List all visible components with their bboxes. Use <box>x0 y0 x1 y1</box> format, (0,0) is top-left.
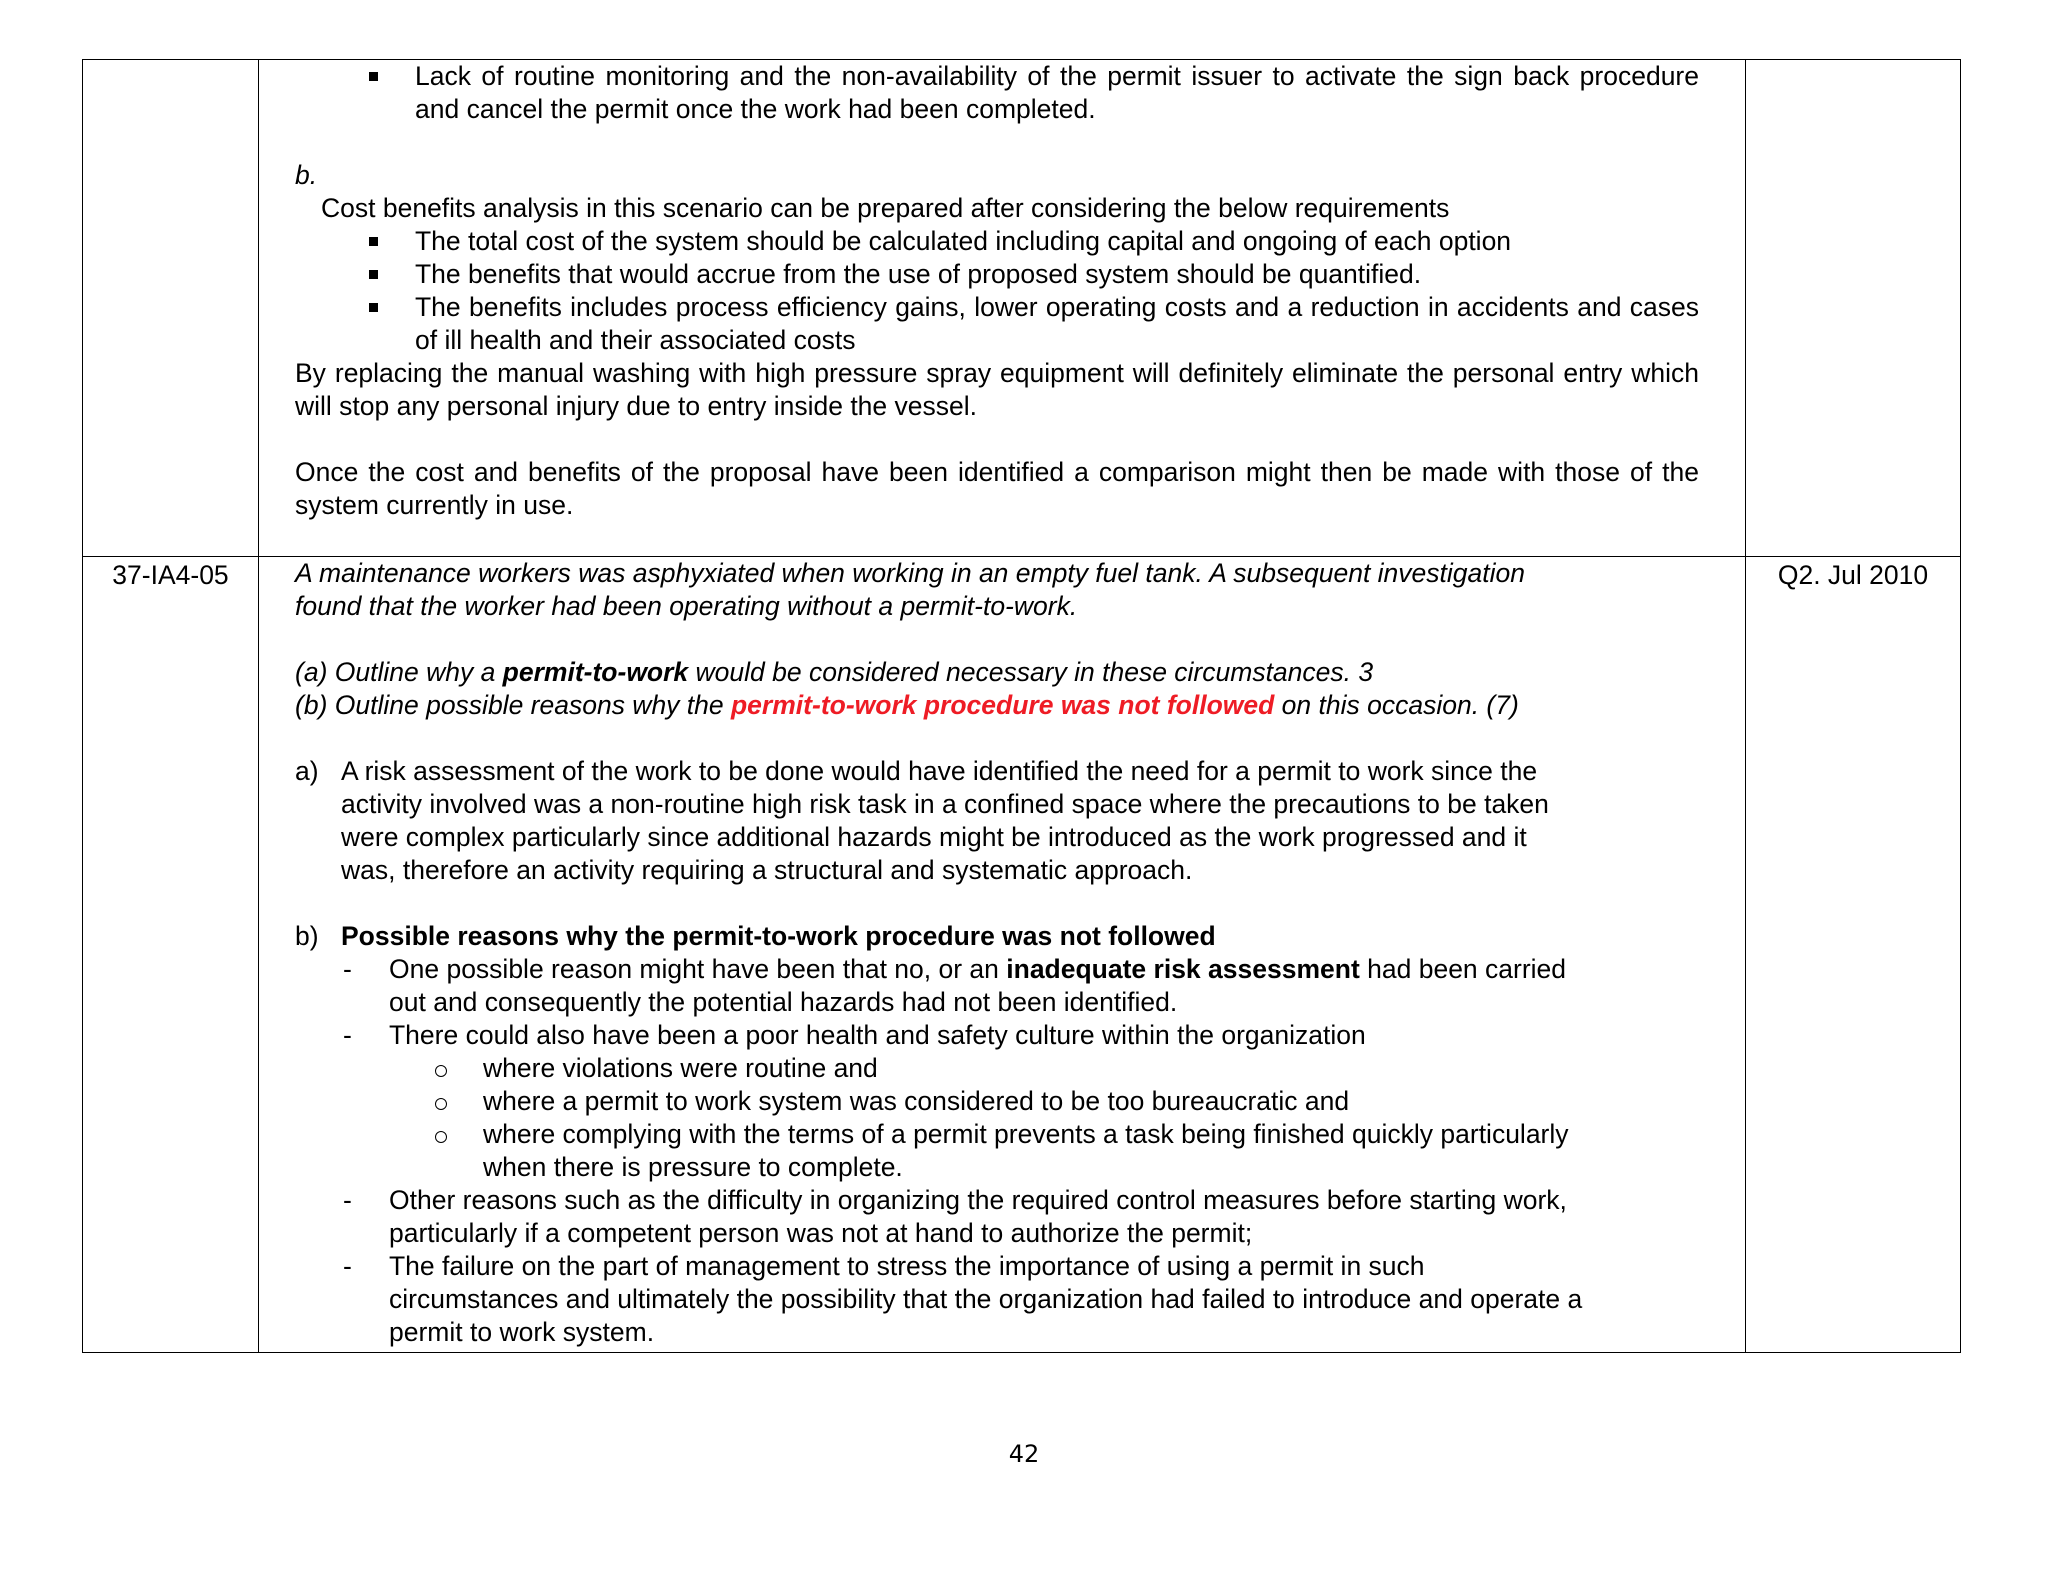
circle-bullet-icon <box>435 1131 447 1143</box>
cost-intro: Cost benefits analysis in this scenario can be prepared after considering the below requirements <box>321 193 1450 223</box>
answer-a <box>295 755 1699 887</box>
answer-cell <box>259 557 1746 1353</box>
list-item: where complying with the terms of a permit prevents a task being finished quickly particularly when there is pressure to complete. <box>295 1118 1699 1184</box>
list-item: where a permit to work system was considered to be too bureaucratic and <box>295 1085 1699 1118</box>
paragraph-replace: By replacing the manual washing with high pressure spray equipment will definitely eliminate the personal entry which will stop any personal injury due to entry inside the vessel. <box>295 358 1699 421</box>
paragraph-compare: Once the cost and benefits of the proposal have been identified a comparison might then be made with those of the system currently in use. <box>295 457 1699 520</box>
question-text-line: A maintenance workers was asphyxiated when working in an empty fuel tank. A subsequent investigation <box>295 558 1525 588</box>
list-item <box>295 291 1699 357</box>
answer-line: activity involved was a non-routine high risk task in a confined space where the precautions to be taken <box>341 789 1549 819</box>
page-number: 42 <box>1008 1440 1040 1468</box>
emphasis-bold: permit-to-work <box>502 657 689 687</box>
answer-label: a) <box>295 756 319 786</box>
answer-b <box>295 920 1699 953</box>
question-text-line: found that the worker had been operating without a permit-to-work. <box>295 591 1078 621</box>
table-row <box>83 60 1961 557</box>
list-item: - One possible reason might have been that no, or an inadequate risk assessment had been carried out and consequently the potential hazards had not been identified. <box>343 954 1567 1017</box>
bullet-text: The total cost of the system should be calculated including capital and ongoing of each option <box>415 226 1512 256</box>
question-id-cell: 37-IA4-05 <box>83 557 259 1353</box>
answer-cell <box>259 60 1746 557</box>
list-item <box>295 60 1699 126</box>
question-id-cell <box>83 60 259 557</box>
circle-bullet-icon <box>435 1065 447 1077</box>
list-item: - Other reasons such as the difficulty in organizing the required control measures before starting work, particularly if a competent person was not at hand to authorize the permit; <box>343 1185 1567 1248</box>
bullet-text: Lack of routine monitoring and the non-availability of the permit issuer to activate the sign back procedure and cancel the permit once the work had been completed. <box>415 61 1699 124</box>
emphasis-bold: inadequate risk assessment <box>1006 954 1360 984</box>
dash-bullet-icon: - <box>343 1020 352 1050</box>
square-bullet-icon <box>369 237 378 246</box>
question-answer-table <box>82 59 1961 1353</box>
bullet-text: The benefits includes process efficiency gains, lower operating costs and a reduction in accidents and cases of ill health and their associated costs <box>415 292 1699 355</box>
answer-line: A risk assessment of the work to be done would have identified the need for a permit to work since the <box>341 756 1538 786</box>
table-row <box>83 557 1961 1353</box>
list-item: - The failure on the part of management to stress the importance of using a permit in such circumstances and ultimately the possibility that the organization had failed to introduce and operate a permit to work system. <box>343 1251 1583 1347</box>
list-item <box>295 225 1699 258</box>
square-bullet-icon <box>369 72 378 81</box>
section-label-b: b. <box>295 160 318 190</box>
question-a: (a) Outline why a permit-to-work would be considered necessary in these circumstances. 3 <box>295 657 1374 687</box>
list-item: where violations were routine and <box>295 1052 1699 1085</box>
dash-bullet-icon: - <box>343 1251 352 1281</box>
question-b: (b) Outline possible reasons why the permit-to-work procedure was not followed on this occasion. (7) <box>295 690 1519 720</box>
emphasis-red: permit-to-work procedure was not followed <box>731 690 1275 720</box>
answer-label: b) <box>295 921 319 951</box>
answer-line: were complex particularly since additional hazards might be introduced as the work progressed and it <box>341 822 1527 852</box>
square-bullet-icon <box>369 303 378 312</box>
bullet-text: The benefits that would accrue from the use of proposed system should be quantified. <box>415 259 1422 289</box>
circle-bullet-icon <box>435 1098 447 1110</box>
reference-cell: Q2. Jul 2010 <box>1746 557 1961 1353</box>
list-item: - There could also have been a poor health and safety culture within the organization <box>343 1020 1366 1050</box>
dash-bullet-icon: - <box>343 1185 352 1215</box>
dash-bullet-icon: - <box>343 954 352 984</box>
answer-heading: Possible reasons why the permit-to-work procedure was not followed <box>341 921 1216 951</box>
list-item <box>295 258 1699 291</box>
reference-cell <box>1746 60 1961 557</box>
square-bullet-icon <box>369 270 378 279</box>
answer-line: was, therefore an activity requiring a structural and systematic approach. <box>341 855 1193 885</box>
